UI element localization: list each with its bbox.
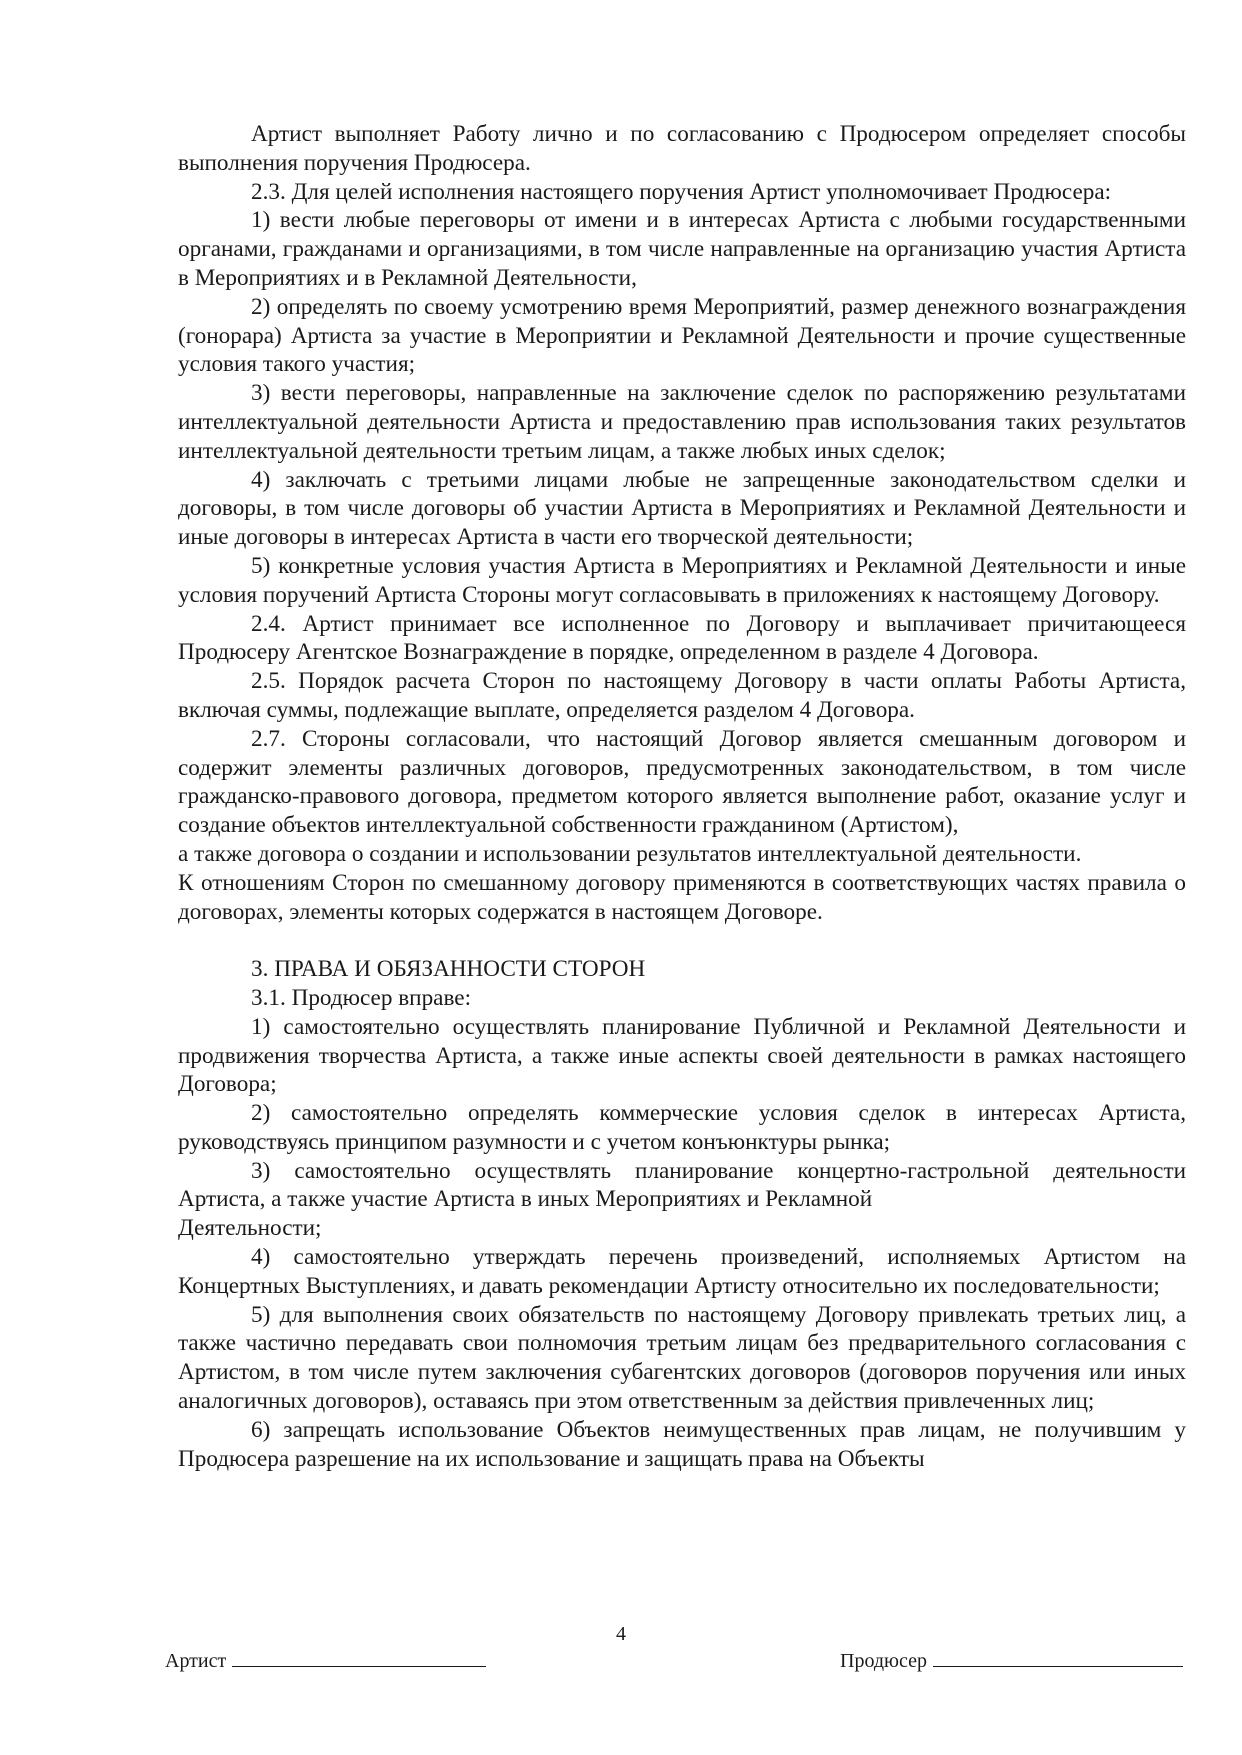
paragraph: Артист выполняет Работу лично и по согласованию с Продюсером определяет способы выполнения поручения Продюсера. — [178, 121, 1186, 176]
paragraph: 2) определять по своему усмотрению время Мероприятий, размер денежного вознаграждения (гонорара) Артиста за участие в Мероприятии и Рекламной Деятельности и прочие существенные условия такого участия; — [178, 293, 1186, 378]
paragraph: 4) заключать с третьими лицами любые не запрещенные законодательством сделки и договоры, в том числе договоры об участии Артиста в Мероприятиях и Рекламной Деятельности и иные договоры в интересах Артиста в части его творческой деятельности; — [178, 466, 1186, 551]
paragraph: 5) для выполнения своих обязательств по настоящему Договору привлекать третьих лиц, а также частично передавать свои полномочия третьим лицам без предварительного согласования с Артистом, в том числе путем заключения субагентских договоров (договоров поручения или иных аналогичных договоров), оставаясь при этом ответственным за действия привлеченных лиц; — [178, 1301, 1186, 1415]
paragraph: 4) самостоятельно утверждать перечень произведений, исполняемых Артистом на Концертных Выступлениях, и давать рекомендации Артисту относительно их последовательности; — [178, 1244, 1186, 1299]
artist-signature-label: Артист — [165, 1650, 227, 1672]
paragraph: 2.5. Порядок расчета Сторон по настоящему Договору в части оплаты Работы Артиста, включая суммы, подлежащие выплате, определяется разделом 4 Договора. — [178, 668, 1186, 723]
paragraph: 1) вести любые переговоры от имени и в интересах Артиста с любыми государственными органами, гражданами и организациями, в том числе направленные на организацию участия Артиста в Мероприятиях и в Рекламной Деятельности, — [178, 207, 1186, 291]
paragraph: 3) вести переговоры, направленные на заключение сделок по распоряжению результатами интеллектуальной деятельности Артиста и предоставлению прав использования таких результатов интеллектуальной деятельности третьим лицам, а также любых иных сделок; — [178, 380, 1186, 464]
section-spacer — [178, 926, 1186, 955]
producer-signature-label: Продюсер — [840, 1650, 927, 1672]
paragraph: 1) самостоятельно осуществлять планирование Публичной и Рекламной Деятельности и продвижения творчества Артиста, а также иные аспекты своей деятельности в рамках настоящего Договора; — [178, 1013, 1186, 1098]
artist-signature-line — [232, 1648, 486, 1667]
paragraph: 5) конкретные условия участия Артиста в Мероприятиях и Рекламной Деятельности и иные условия поручений Артиста Стороны могут согласовывать в приложениях к настоящему Договору. — [178, 552, 1186, 608]
paragraph: Деятельности; — [178, 1215, 322, 1242]
paragraph: 3. ПРАВА И ОБЯЗАННОСТИ СТОРОН — [251, 956, 646, 983]
paragraph: К отношениям Сторон по смешанному договору применяются в соответствующих частях правила о договорах, элементы которых содержатся в настоящем Договоре. — [178, 869, 1186, 925]
paragraph: 2.7. Стороны согласовали, что настоящий Договор является смешанным договором и содержит элементы различных договоров, предусмотренных законодательством, в том числе гражданско-правового договора, предметом которого является выполнение работ, оказание услуг и создание объектов интеллектуальной собственности гражданином (Артистом), — [178, 725, 1186, 839]
paragraph: 2.4. Артист принимает все исполненное по Договору и выплачивает причитающееся Продюсеру Агентское Вознаграждение в порядке, определенном в разделе 4 Договора. — [178, 610, 1186, 666]
paragraph: 2.3. Для целей исполнения настоящего поручения Артист уполномочивает Продюсера: — [251, 178, 1112, 205]
producer-signature-block — [840, 1648, 1183, 1673]
artist-signature-block — [165, 1648, 486, 1673]
paragraph: 3.1. Продюсер вправе: — [251, 984, 472, 1011]
paragraph: 3) самостоятельно осуществлять планирование концертно-гастрольной деятельности Артиста, а также участие Артиста в иных Мероприятиях и Рекламной — [178, 1157, 1186, 1213]
paragraph: 2) самостоятельно определять коммерческие условия сделок в интересах Артиста, руководствуясь принципом разумности и с учетом конъюнктуры рынка; — [178, 1100, 1186, 1155]
document-body — [178, 120, 1186, 1473]
paragraph: а также договора о создании и использовании результатов интеллектуальной деятельности. — [178, 840, 1082, 867]
page-number: 4 — [616, 1623, 626, 1645]
paragraph: 6) запрещать использование Объектов неимущественных прав лицам, не получившим у Продюсера разрешение на их использование и защищать права на Объекты — [178, 1416, 1186, 1472]
producer-signature-line — [933, 1648, 1183, 1667]
